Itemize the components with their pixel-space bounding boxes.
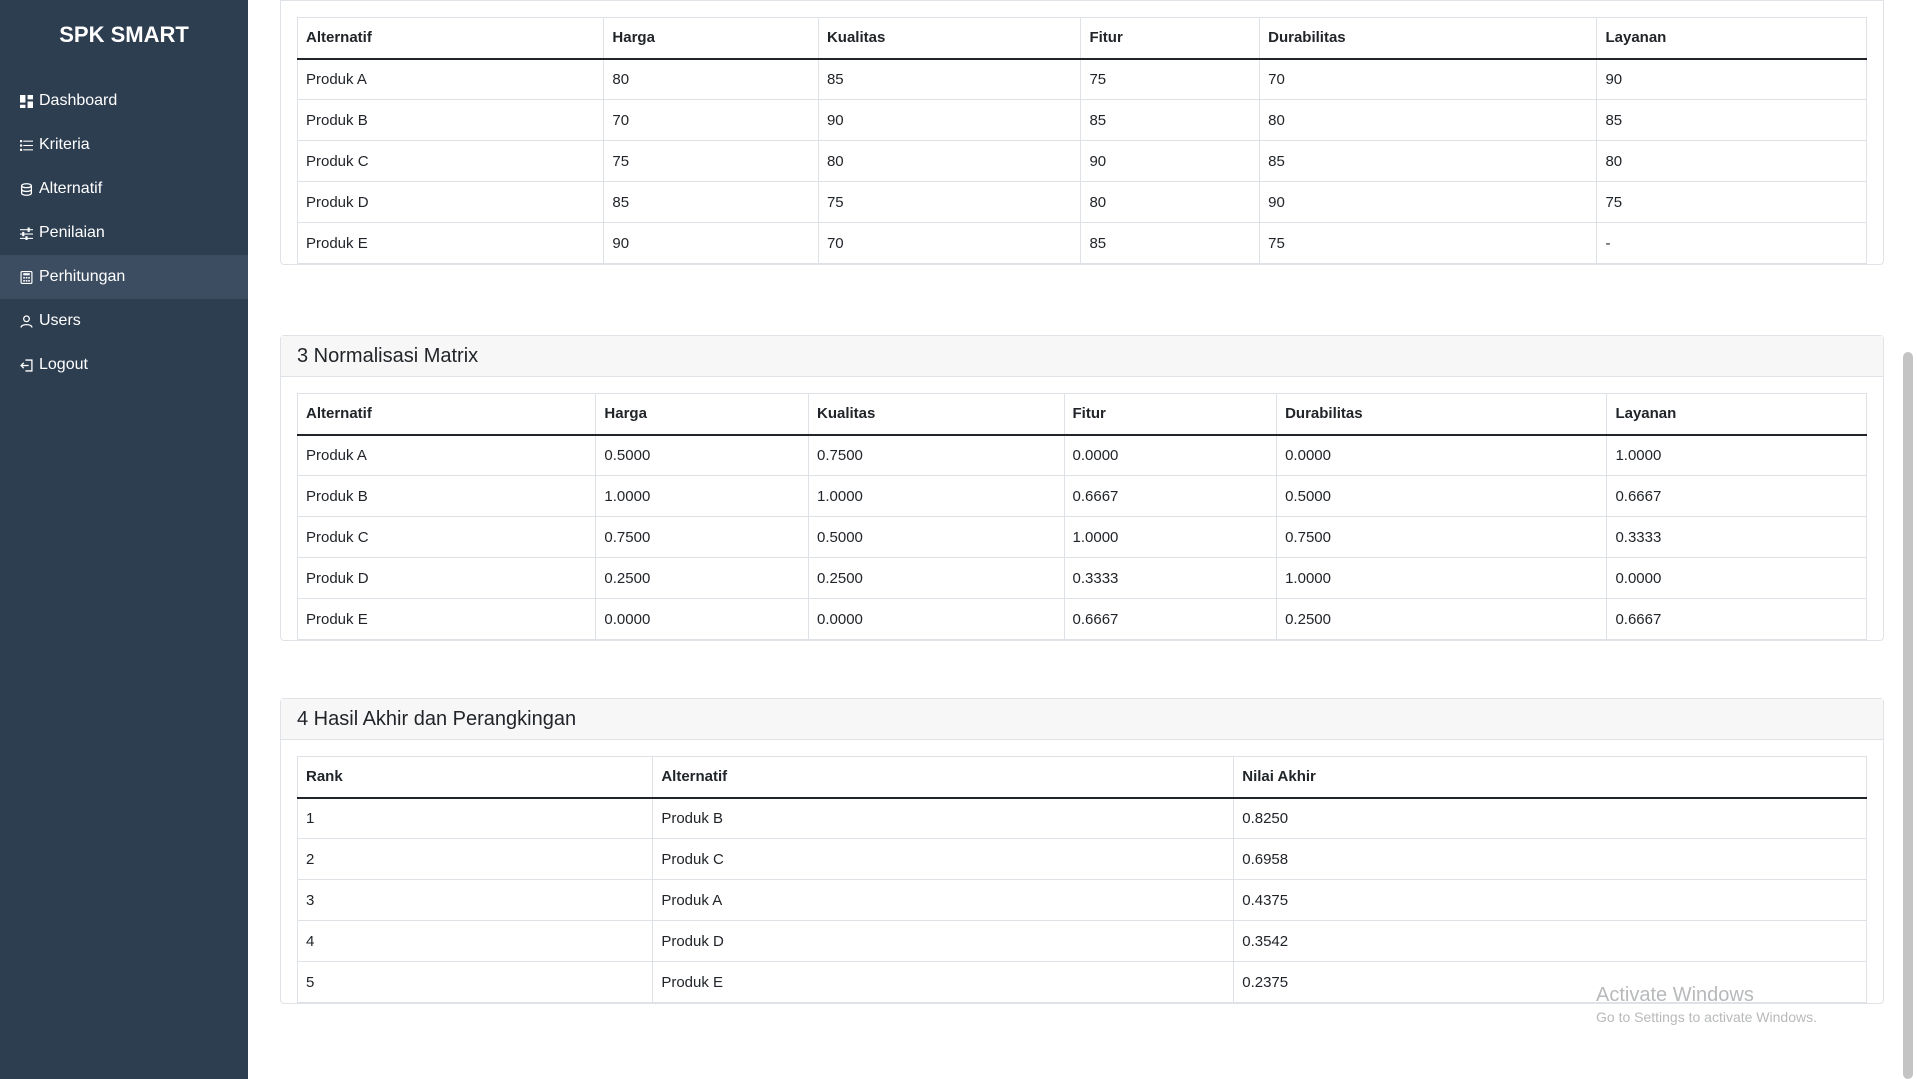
table-cell: 70	[1260, 59, 1597, 100]
sidebar-item-penilaian[interactable]	[0, 211, 248, 255]
table-cell: 0.7500	[1277, 517, 1607, 558]
brand-title: SPK SMART	[59, 22, 189, 47]
main-content	[248, 0, 1898, 1079]
sidebar-item-perhitungan[interactable]	[0, 255, 248, 299]
table-cell: 3	[298, 880, 653, 921]
table-cell: 0.6667	[1607, 599, 1867, 640]
column-header: Rank	[298, 757, 653, 798]
table-cell: 0.0000	[1064, 435, 1277, 476]
table-row	[298, 558, 1867, 599]
table-cell: Produk E	[653, 962, 1234, 1003]
table-cell: 1	[298, 798, 653, 839]
table-cell: 80	[1597, 141, 1867, 182]
table-cell: 5	[298, 962, 653, 1003]
table-row	[298, 476, 1867, 517]
table-cell: 0.0000	[596, 599, 809, 640]
table-cell: 0.2375	[1234, 962, 1867, 1003]
table-row	[298, 517, 1867, 558]
table-cell: 90	[818, 100, 1081, 141]
normalisasi-card-title: 3 Normalisasi Matrix	[281, 336, 1883, 377]
table-cell: Produk C	[298, 517, 596, 558]
table-cell: Produk C	[298, 141, 604, 182]
column-header: Layanan	[1607, 394, 1867, 435]
table-cell: 0.2500	[809, 558, 1065, 599]
sidebar-item-label: Perhitungan	[39, 268, 126, 285]
column-header: Layanan	[1597, 18, 1867, 59]
table-cell: Produk E	[298, 223, 604, 264]
table-cell: Produk A	[298, 435, 596, 476]
table-cell: Produk E	[298, 599, 596, 640]
table-row	[298, 100, 1867, 141]
column-header: Alternatif	[653, 757, 1234, 798]
table-cell: Produk D	[653, 921, 1234, 962]
sidebar-item-label: Dashboard	[39, 92, 118, 109]
hasil-table	[297, 756, 1867, 1003]
watermark-subtitle: Go to Settings to activate Windows.	[1596, 1009, 1817, 1025]
table-cell: 0.7500	[596, 517, 809, 558]
table-row	[298, 921, 1867, 962]
table-cell: 85	[818, 59, 1081, 100]
table-row	[298, 182, 1867, 223]
table-row	[298, 798, 1867, 839]
table-cell: 0.8250	[1234, 798, 1867, 839]
user-icon	[19, 314, 33, 328]
table-row	[298, 880, 1867, 921]
table-cell: 0.0000	[1607, 558, 1867, 599]
table-cell: 85	[1597, 100, 1867, 141]
table-cell: -	[1597, 223, 1867, 264]
table-cell: 80	[604, 59, 819, 100]
table-cell: 85	[604, 182, 819, 223]
table-cell: Produk A	[653, 880, 1234, 921]
table-cell: 1.0000	[596, 476, 809, 517]
dashboard-icon	[19, 94, 33, 108]
table-cell: 0.5000	[1277, 476, 1607, 517]
logout-icon	[19, 358, 33, 372]
sidebar	[0, 0, 248, 1079]
table-cell: 0.6667	[1607, 476, 1867, 517]
matrix-table	[297, 17, 1867, 264]
table-cell: 1.0000	[1607, 435, 1867, 476]
sidebar-item-kriteria[interactable]	[0, 123, 248, 167]
table-cell: 70	[818, 223, 1081, 264]
table-row	[298, 599, 1867, 640]
table-cell: 0.5000	[809, 517, 1065, 558]
calculator-icon	[19, 270, 33, 284]
table-cell: 0.3333	[1607, 517, 1867, 558]
table-cell: 85	[1081, 100, 1260, 141]
table-cell: Produk B	[653, 798, 1234, 839]
column-header: Kualitas	[818, 18, 1081, 59]
sidebar-item-alternatif[interactable]	[0, 167, 248, 211]
column-header: Fitur	[1081, 18, 1260, 59]
table-cell: 85	[1081, 223, 1260, 264]
sidebar-item-label: Kriteria	[39, 136, 90, 153]
sliders-icon	[19, 226, 33, 240]
database-icon	[19, 182, 33, 196]
table-row	[298, 223, 1867, 264]
sidebar-item-label: Logout	[39, 356, 88, 373]
table-cell: 0.5000	[596, 435, 809, 476]
table-cell: 80	[818, 141, 1081, 182]
table-cell: Produk B	[298, 476, 596, 517]
matrix-card	[280, 0, 1884, 265]
table-cell: 75	[1260, 223, 1597, 264]
table-cell: 0.0000	[1277, 435, 1607, 476]
hasil-card-title: 4 Hasil Akhir dan Perangkingan	[281, 699, 1883, 740]
table-row	[298, 141, 1867, 182]
table-cell: 0.4375	[1234, 880, 1867, 921]
table-cell: 75	[1081, 59, 1260, 100]
table-cell: Produk D	[298, 182, 604, 223]
table-cell: 75	[1597, 182, 1867, 223]
table-cell: 90	[604, 223, 819, 264]
column-header: Alternatif	[298, 394, 596, 435]
sidebar-item-label: Alternatif	[39, 180, 103, 197]
table-cell: 2	[298, 839, 653, 880]
sidebar-item-label: Users	[39, 312, 81, 329]
column-header: Alternatif	[298, 18, 604, 59]
table-header-row	[298, 394, 1867, 435]
table-cell: 0.2500	[596, 558, 809, 599]
table-cell: 1.0000	[809, 476, 1065, 517]
table-cell: 0.0000	[809, 599, 1065, 640]
activate-windows-watermark	[1596, 984, 1817, 1025]
table-cell: 90	[1260, 182, 1597, 223]
table-cell: Produk A	[298, 59, 604, 100]
sidebar-item-label: Penilaian	[39, 224, 105, 241]
hasil-card-body	[281, 740, 1883, 1003]
column-header: Harga	[604, 18, 819, 59]
table-cell: 0.7500	[809, 435, 1065, 476]
normalisasi-card	[280, 335, 1884, 641]
column-header: Fitur	[1064, 394, 1277, 435]
table-cell: 75	[604, 141, 819, 182]
table-cell: 0.3333	[1064, 558, 1277, 599]
column-header: Durabilitas	[1277, 394, 1607, 435]
normalisasi-card-body	[281, 377, 1883, 640]
list-icon	[19, 138, 33, 152]
watermark-title: Activate Windows	[1596, 984, 1754, 1006]
table-cell: Produk B	[298, 100, 604, 141]
table-cell: 4	[298, 921, 653, 962]
table-cell: 0.6667	[1064, 599, 1277, 640]
table-cell: 70	[604, 100, 819, 141]
table-cell: 80	[1081, 182, 1260, 223]
column-header: Durabilitas	[1260, 18, 1597, 59]
normalisasi-table	[297, 393, 1867, 640]
sidebar-item-dashboard[interactable]	[0, 79, 248, 123]
table-cell: 0.6667	[1064, 476, 1277, 517]
table-row	[298, 435, 1867, 476]
table-cell: 90	[1597, 59, 1867, 100]
hasil-card	[280, 698, 1884, 1004]
table-cell: 90	[1081, 141, 1260, 182]
column-header: Kualitas	[809, 394, 1065, 435]
table-cell: Produk C	[653, 839, 1234, 880]
table-cell: 1.0000	[1277, 558, 1607, 599]
table-header-row	[298, 757, 1867, 798]
matrix-card-body	[281, 1, 1883, 264]
table-row	[298, 59, 1867, 100]
table-cell: 0.6958	[1234, 839, 1867, 880]
table-cell: 1.0000	[1064, 517, 1277, 558]
table-cell: 85	[1260, 141, 1597, 182]
scrollbar-thumb[interactable]	[1903, 352, 1913, 1079]
sidebar-item-users[interactable]	[0, 299, 248, 343]
table-cell: Produk D	[298, 558, 596, 599]
column-header: Harga	[596, 394, 809, 435]
table-cell: 80	[1260, 100, 1597, 141]
table-cell: 0.3542	[1234, 921, 1867, 962]
table-row	[298, 839, 1867, 880]
column-header: Nilai Akhir	[1234, 757, 1867, 798]
table-cell: 75	[818, 182, 1081, 223]
table-cell: 0.2500	[1277, 599, 1607, 640]
sidebar-item-logout[interactable]	[0, 343, 248, 387]
table-header-row	[298, 18, 1867, 59]
